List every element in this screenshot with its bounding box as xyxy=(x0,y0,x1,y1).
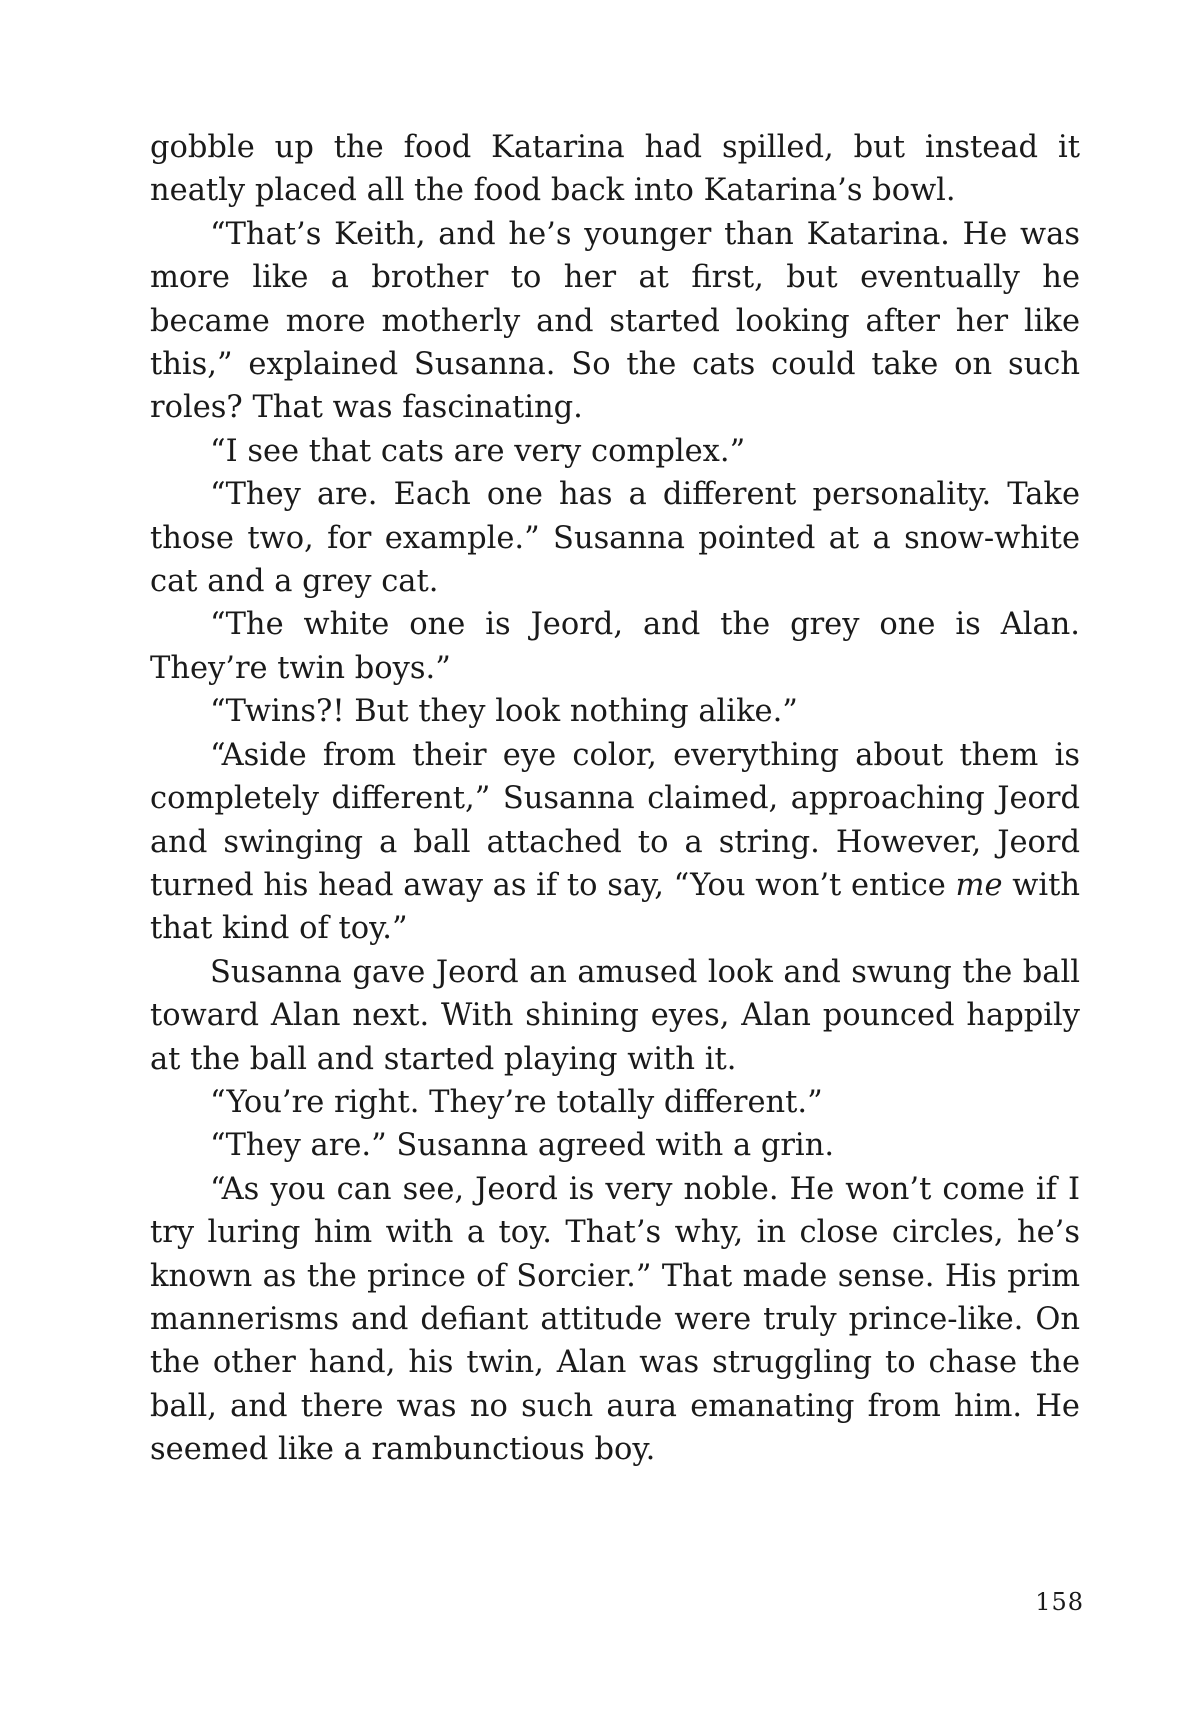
emphasized-word: me xyxy=(955,867,1003,903)
paragraph xyxy=(150,734,1080,951)
paragraph: gobble up the food Katarina had spilled, but instead it neatly placed all the food back into Katarina’s bowl. xyxy=(150,130,1080,209)
body-text xyxy=(150,126,1080,1472)
paragraph: Susanna gave Jeord an amused look and swung the ball toward Alan next. With shining eyes, Alan pounced happily at the ball and started playing with it. xyxy=(150,954,1080,1077)
paragraph: “You’re right. They’re totally different.” xyxy=(210,1084,823,1120)
paragraph-text: with that kind of toy.” xyxy=(150,867,1080,947)
page-number: 158 xyxy=(1035,1588,1084,1616)
paragraph: “I see that cats are very complex.” xyxy=(210,433,746,469)
paragraph: “Twins?! But they look nothing alike.” xyxy=(210,694,798,730)
paragraph: “That’s Keith, and he’s younger than Katarina. He was more like a brother to her at first, but eventually he became more motherly and started looking after her like this,” explained Susanna. So the cats could take on such roles? That was fascinating. xyxy=(150,216,1080,426)
paragraph: “As you can see, Jeord is very noble. He won’t come if I try luring him with a toy. That’s why, in close circles, he’s known as the prince of Sorcier.” That made sense. His prim mannerisms and defiant attitude were truly prince-like. On the other hand, his twin, Alan was struggling to chase the ball, and there was no such aura emanating from him. He seemed like a rambunctious boy. xyxy=(150,1171,1080,1468)
paragraph: “They are.” Susanna agreed with a grin. xyxy=(210,1128,835,1164)
paragraph: “The white one is Jeord, and the grey one is Alan. They’re twin boys.” xyxy=(150,607,1080,686)
paragraph: “They are. Each one has a different personality. Take those two, for example.” Susanna pointed at a snow-white cat and a grey cat. xyxy=(150,477,1080,600)
paragraph-text: “Aside from their eye color, everything about them is completely different,” Susanna claimed, approaching Jeord and swinging a ball attached to a string. However, Jeord turned his head away as if to say, “You won’t entice xyxy=(150,737,1080,903)
